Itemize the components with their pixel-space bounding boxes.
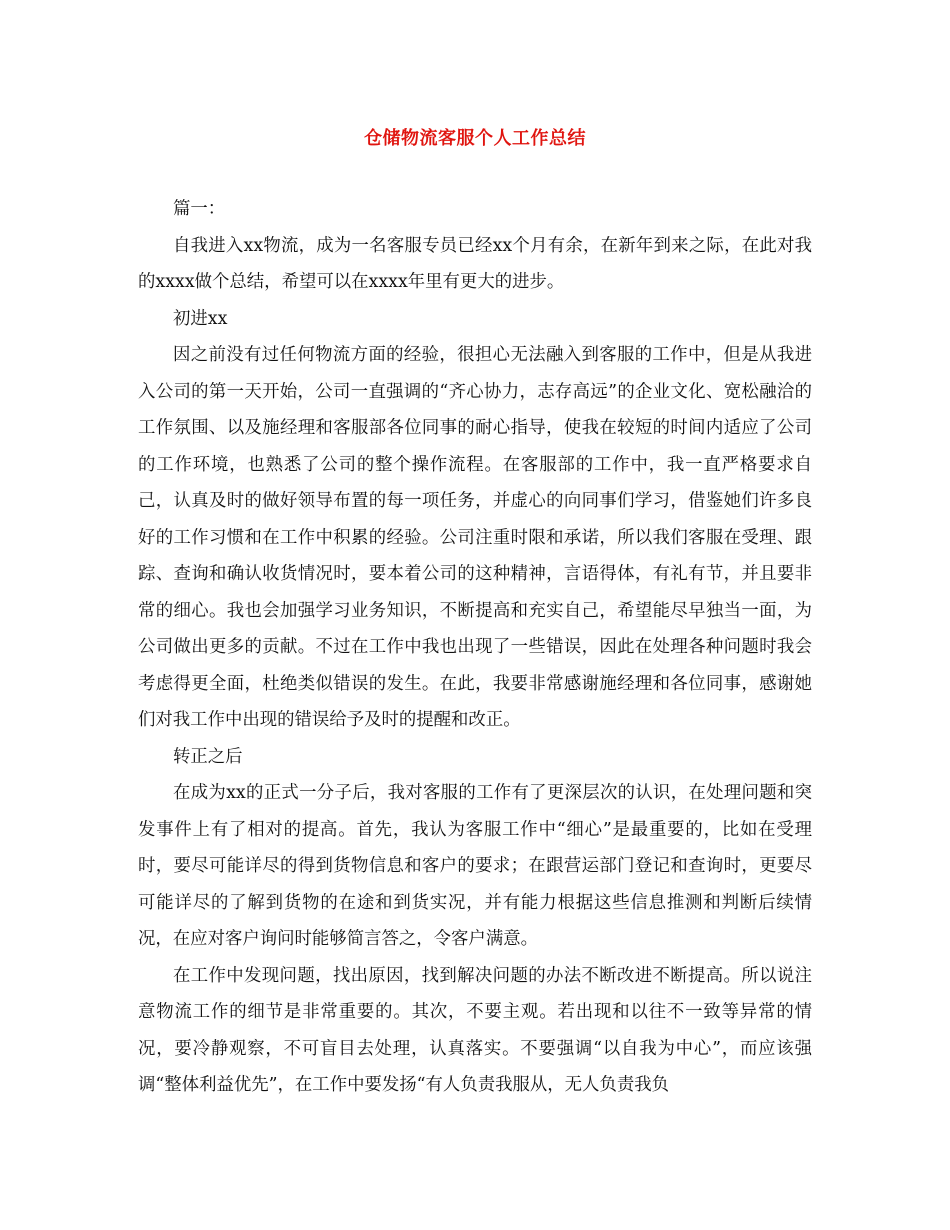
document-body [138, 191, 812, 1104]
section-heading: 转正之后 [173, 746, 243, 767]
section-heading: 初进xx [173, 308, 228, 329]
paragraph: 自我进入xx物流，成为一名客服专员已经xx个月有余，在新年到来之际，在此对我的xxxx做个总结，希望可以在xxxx年里有更大的进步。 [138, 235, 812, 292]
paragraph: 因之前没有过任何物流方面的经验，很担心无法融入到客服的工作中，但是从我进入公司的第一天开始，公司一直强调的“齐心协力，志存高远”的企业文化、宽松融洽的工作氛围、以及施经理和客服部各位同事的耐心指导，使我在较短的时间内适应了公司的工作环境，也熟悉了公司的整个操作流程。在客服部的工作中，我一直严格要求自己，认真及时的做好领导布置的每一项任务，并虚心的向同事们学习，借鉴她们许多良好的工作习惯和在工作中积累的经验。公司注重时限和承诺，所以我们客服在受理、跟踪、查询和确认收货情况时，要本着公司的这种精神，言语得体，有礼有节，并且要非常的细心。我也会加强学习业务知识，不断提高和充实自己，希望能尽早独当一面，为公司做出更多的贡献。不过在工作中我也出现了一些错误，因此在处理各种问题时我会考虑得更全面，杜绝类似错误的发生。在此，我要非常感谢施经理和各位同事，感谢她们对我工作中出现的错误给予及时的提醒和改正。 [138, 345, 812, 730]
paragraph: 在成为xx的正式一分子后，我对客服的工作有了更深层次的认识，在处理问题和突发事件上有了相对的提高。首先，我认为客服工作中“细心”是最重要的，比如在受理时，要尽可能详尽的得到货物信息和客户的要求；在跟营运部门登记和查询时，更要尽可能详尽的了解到货物的在途和到货实况，并有能力根据这些信息推测和判断后续情况，在应对客户询问时能够简言答之，令客户满意。 [138, 783, 812, 949]
section-heading: 篇一： [173, 199, 226, 219]
paragraph: 在工作中发现问题，找出原因，找到解决问题的办法不断改进不断提高。所以说注意物流工作的细节是非常重要的。其次，不要主观。若出现和以往不一致等异常的情况，要冷静观察，不可盲目去处理，认真落实。不要强调“以自我为中心”，而应该强调“整体利益优先”，在工作中要发扬“有人负责我服从，无人负责我负 [138, 965, 812, 1095]
document-title: 仓储物流客服个人工作总结 [364, 128, 586, 149]
